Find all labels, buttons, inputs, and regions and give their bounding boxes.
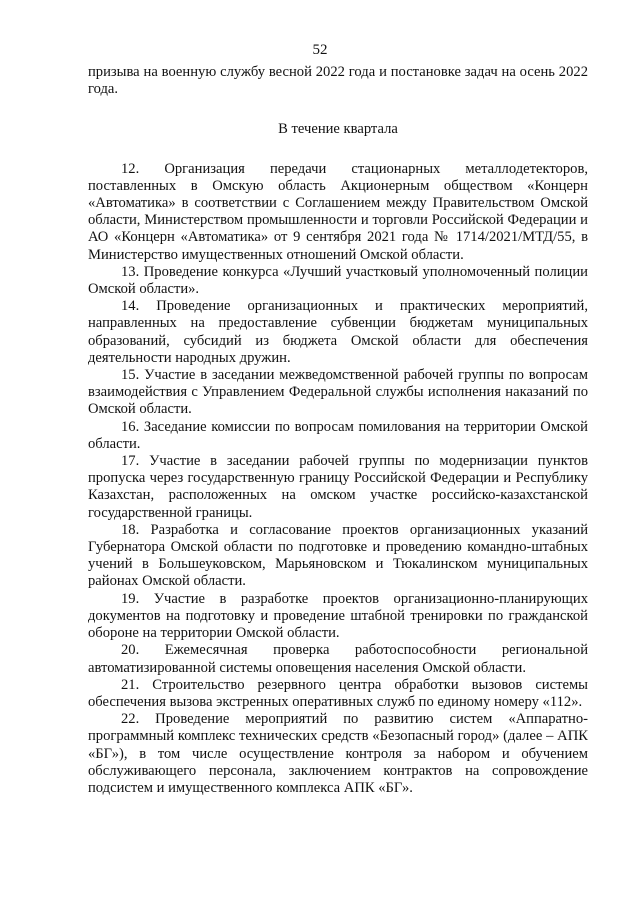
- page-body: [88, 64, 588, 797]
- item-12: 12. Организация передачи стационарных металлодетекторов, поставленных в Омскую область Акционерным обществом «Концерн «Автоматика» в соответствии с Соглашением между Правительством Омской области, Министерством промышленности и торговли Российской Федерации и АО «Концерн «Автоматика» от 9 сентября 2021 года № 1714/2021/МТД/55, в Министерство имущественных отношений Омской области.: [88, 160, 588, 263]
- item-21: 21. Строительство резервного центра обработки вызовов системы обеспечения вызова экстренных оперативных служб по единому номеру «112».: [88, 676, 588, 710]
- page-number: 52: [312, 42, 328, 58]
- item-18: 18. Разработка и согласование проектов организационных указаний Губернатора Омской области по подготовке и проведению командно-штабных учений в Большеуковском, Марьяновском и Тюкалинском муниципальных районах Омской области.: [88, 521, 588, 590]
- item-15: 15. Участие в заседании межведомственной рабочей группы по вопросам взаимодействия с Управлением Федеральной службы исполнения наказаний по Омской области.: [88, 367, 588, 418]
- item-13: 13. Проведение конкурса «Лучший участковый уполномоченный полиции Омской области».: [88, 263, 588, 298]
- item-14: 14. Проведение организационных и практических мероприятий, направленных на предоставление субвенции бюджетам муниципальных образований, субсидий из бюджета Омской области для обеспечения деятельности народных дружин.: [88, 298, 588, 366]
- item-16: 16. Заседание комиссии по вопросам помилования на территории Омской области.: [88, 418, 588, 452]
- item-20: 20. Ежемесячная проверка работоспособности региональной автоматизированной системы оповещения населения Омской области.: [88, 642, 588, 676]
- item-22: 22. Проведение мероприятий по развитию систем «Аппаратно-программный комплекс технических средств «Безопасный город» (далее – АПК «БГ»), в том числе осуществление контроля за набором и обучением обслуживающего персонала, заключением контрактов на сопровождение подсистем и имущественного комплекса АПК «БГ».: [88, 711, 588, 796]
- section-heading: В течение квартала: [278, 121, 398, 138]
- item-17: 17. Участие в заседании рабочей группы по модернизации пунктов пропуска через государственную границу Российской Федерации и Республику Казахстан, расположенных на омском участке российско-казахстанской государственной границы.: [88, 453, 588, 521]
- lead-paragraph: призыва на военную службу весной 2022 года и постановке задач на осень 2022 года.: [88, 64, 588, 98]
- item-19: 19. Участие в разработке проектов организационно-планирующих документов на подготовку и проведение штабной тренировки по гражданской обороне на территории Омской области.: [88, 590, 588, 642]
